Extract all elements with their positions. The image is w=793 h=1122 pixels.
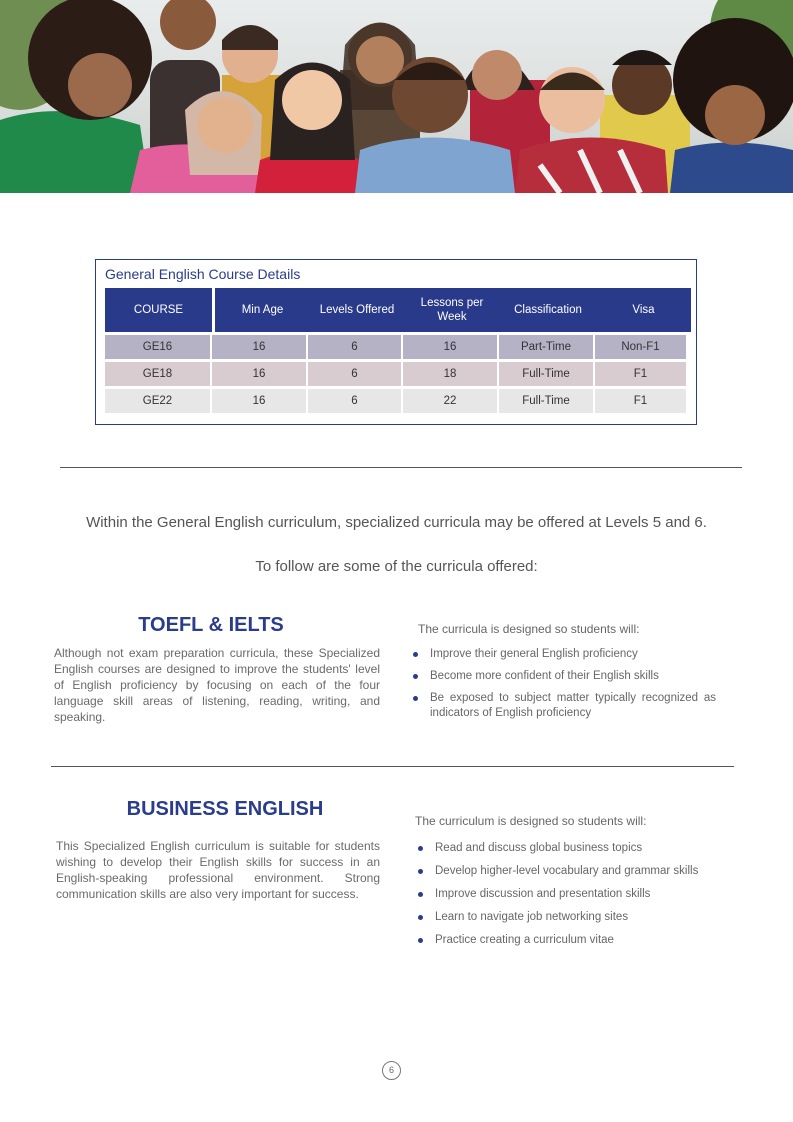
header-classification: Classification (500, 288, 596, 332)
cell-classification: Part-Time (499, 335, 593, 359)
page-number: 6 (382, 1061, 401, 1080)
table-title: General English Course Details (105, 266, 301, 282)
cell-course: GE22 (105, 389, 210, 413)
divider (60, 467, 742, 468)
cell-visa: F1 (595, 362, 686, 386)
cell-visa: Non-F1 (595, 335, 686, 359)
bullet-icon (413, 674, 418, 679)
business-description: This Specialized English curriculum is suitable for students wishing to develop their English skills for success in an English-speaking professional environment. Strong communication skills are also very important for success. (56, 839, 380, 901)
cell-course: GE18 (105, 362, 210, 386)
list-item: Practice creating a curriculum vitae (415, 933, 715, 948)
header-visa: Visa (596, 288, 691, 332)
cell-lessons: 16 (403, 335, 497, 359)
table-row (105, 335, 686, 359)
header-min-age: Min Age (215, 288, 310, 332)
bullet-icon (413, 696, 418, 701)
course-details-card (95, 259, 697, 425)
bullet-icon (418, 869, 423, 874)
toefl-description: Although not exam preparation curricula, these Specialized English courses are designed to improve the students' level of English proficiency by focusing on each of the four language skill areas of listening, reading, writing, and speaking. (54, 646, 380, 724)
header-lessons: Lessons per Week (404, 288, 500, 332)
cell-classification: Full-Time (499, 389, 593, 413)
bullet-icon (413, 652, 418, 657)
cell-lessons: 22 (403, 389, 497, 413)
hero-photo (0, 0, 793, 193)
business-list-lead: The curriculum is designed so students will: (415, 814, 647, 828)
cell-min-age: 16 (212, 335, 306, 359)
toefl-title: TOEFL & IELTS (138, 614, 284, 636)
toefl-list-lead: The curricula is designed so students will: (418, 622, 640, 636)
cell-lessons: 18 (403, 362, 497, 386)
list-item: Improve their general English proficiency (410, 647, 716, 662)
table-row (105, 362, 686, 386)
cell-min-age: 16 (212, 362, 306, 386)
list-item: Develop higher-level vocabulary and grammar skills (415, 864, 715, 879)
cell-levels: 6 (308, 389, 401, 413)
cell-levels: 6 (308, 335, 401, 359)
cell-course: GE16 (105, 335, 210, 359)
list-item: Read and discuss global business topics (415, 841, 715, 856)
header-levels: Levels Offered (310, 288, 404, 332)
cell-min-age: 16 (212, 389, 306, 413)
header-course: COURSE (105, 288, 212, 332)
bullet-icon (418, 938, 423, 943)
cell-visa: F1 (595, 389, 686, 413)
bullet-icon (418, 892, 423, 897)
bullet-icon (418, 915, 423, 920)
intro-line-1: Within the General English curriculum, specialized curricula may be offered at Levels 5 and 6. (86, 514, 707, 531)
table-row (105, 389, 686, 413)
list-item: Improve discussion and presentation skills (415, 887, 715, 902)
bullet-icon (418, 846, 423, 851)
business-bullet-list (415, 841, 715, 948)
business-title: BUSINESS ENGLISH (126, 798, 324, 820)
intro-line-2: To follow are some of the curricula offered: (255, 558, 538, 575)
cell-classification: Full-Time (499, 362, 593, 386)
cell-levels: 6 (308, 362, 401, 386)
list-item: Learn to navigate job networking sites (415, 910, 715, 925)
divider (51, 766, 734, 767)
table-header-row (105, 288, 691, 332)
toefl-bullet-list (410, 647, 716, 721)
list-item: Become more confident of their English skills (410, 669, 716, 684)
list-item: Be exposed to subject matter typically recognized as indicators of English proficiency (410, 691, 716, 721)
